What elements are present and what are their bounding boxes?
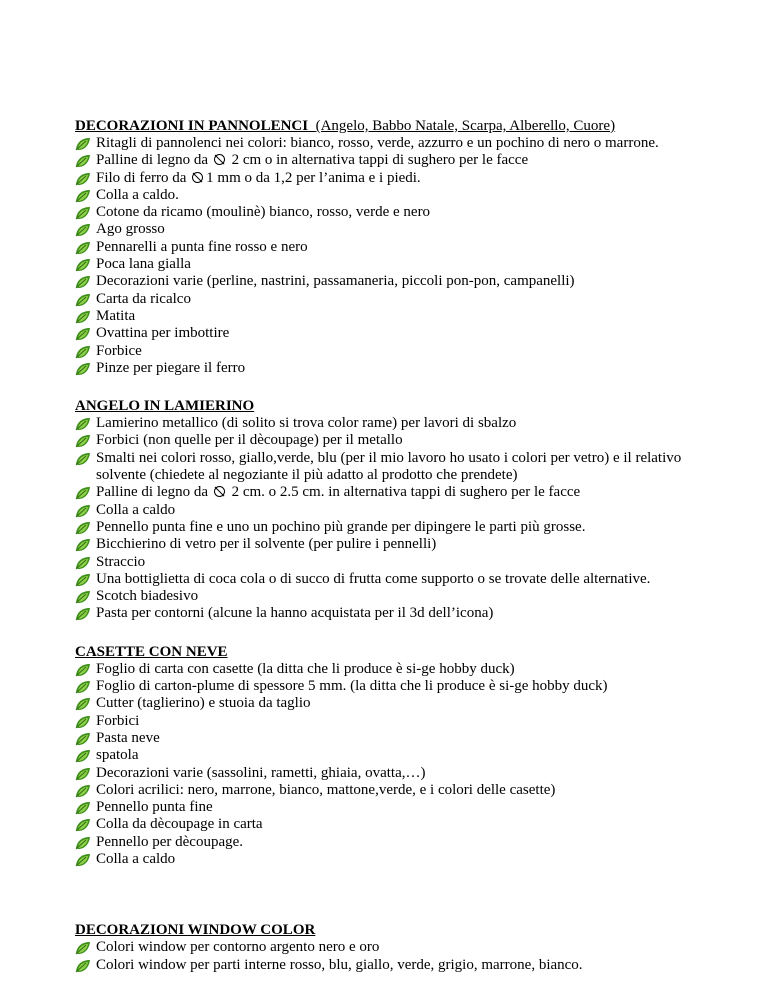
- leaf-bullet-icon: [75, 959, 91, 973]
- item-text: Lamierino metallico (di solito si trova color rame) per lavori di sbalzo: [96, 415, 517, 432]
- list-item: [75, 360, 715, 377]
- leaf-bullet-icon: [75, 749, 91, 763]
- section: [75, 117, 715, 377]
- leaf-bullet-icon: [75, 732, 91, 746]
- list-item: [75, 939, 715, 956]
- item-text: Ovattina per imbottire: [96, 325, 230, 342]
- leaf-bullet-icon: [75, 801, 91, 815]
- list-item: [75, 502, 715, 519]
- list-item: [75, 851, 715, 868]
- item-text: Colori acrilici: nero, marrone, bianco, mattone,verde, e i colori delle casette): [96, 781, 556, 798]
- section-note: (Angelo, Babbo Natale, Scarpa, Alberello, Cuore): [315, 118, 616, 134]
- list-item: [75, 291, 715, 308]
- list-item: [75, 816, 715, 833]
- item-text: 1 mm o da 1,2 per l’anima e i piedi.: [206, 169, 421, 186]
- item-text: Pinze per piegare il ferro: [96, 359, 246, 376]
- list-item: [75, 678, 715, 695]
- leaf-bullet-icon: [75, 293, 91, 307]
- item-list: [75, 661, 715, 869]
- list-item: [75, 273, 715, 290]
- leaf-bullet-icon: [75, 836, 91, 850]
- item-text: Pasta per contorni (alcune la hanno acquistata per il 3d dell’icona): [96, 605, 494, 622]
- leaf-bullet-icon: [75, 818, 91, 832]
- item-text: Colla da dècoupage in carta: [96, 816, 263, 833]
- list-item: [75, 713, 715, 730]
- list-item: [75, 661, 715, 678]
- list-item: [75, 484, 715, 501]
- section-gap: [75, 623, 715, 643]
- section-heading: [75, 921, 715, 939]
- item-text: Filo di ferro da: [96, 169, 191, 186]
- leaf-bullet-icon: [75, 137, 91, 151]
- section-heading: [75, 117, 715, 135]
- list-item: [75, 170, 715, 187]
- item-text: Pasta neve: [96, 729, 160, 746]
- leaf-bullet-icon: [75, 241, 91, 255]
- list-item: [75, 256, 715, 273]
- section-title: DECORAZIONI IN PANNOLENCI: [75, 118, 309, 134]
- item-list: [75, 415, 715, 623]
- item-text: Palline di legno da: [96, 484, 212, 501]
- diameter-icon: [192, 172, 203, 183]
- leaf-bullet-icon: [75, 941, 91, 955]
- list-item: [75, 450, 715, 485]
- item-text: Pennello per dècoupage.: [96, 833, 244, 850]
- item-text: 2 cm o in alternativa tappi di sughero per le facce: [227, 152, 529, 169]
- list-item: [75, 799, 715, 816]
- item-text: Foglio di carton-plume di spessore 5 mm. (la ditta che li produce è si-ge hobby duck): [96, 678, 608, 695]
- leaf-bullet-icon: [75, 504, 91, 518]
- list-item: [75, 135, 715, 152]
- item-text: Carta da ricalco: [96, 290, 191, 307]
- leaf-bullet-icon: [75, 417, 91, 431]
- item-text: Colla a caldo: [96, 850, 176, 867]
- list-item: [75, 695, 715, 712]
- list-item: [75, 536, 715, 553]
- list-item: [75, 588, 715, 605]
- leaf-bullet-icon: [75, 680, 91, 694]
- item-text: Pennello punta fine: [96, 799, 213, 816]
- list-item: [75, 782, 715, 799]
- list-item: [75, 747, 715, 764]
- list-item: [75, 325, 715, 342]
- item-text: Cutter (taglierino) e stuoia da taglio: [96, 695, 311, 712]
- section-heading: [75, 643, 715, 661]
- leaf-bullet-icon: [75, 784, 91, 798]
- list-item: [75, 308, 715, 325]
- list-item: [75, 554, 715, 571]
- leaf-bullet-icon: [75, 172, 91, 186]
- diameter-icon: [214, 154, 225, 165]
- leaf-bullet-icon: [75, 538, 91, 552]
- leaf-bullet-icon: [75, 767, 91, 781]
- list-item: [75, 204, 715, 221]
- item-text: spatola: [96, 747, 139, 764]
- leaf-bullet-icon: [75, 206, 91, 220]
- leaf-bullet-icon: [75, 715, 91, 729]
- item-text: Pennarelli a punta fine rosso e nero: [96, 238, 308, 255]
- leaf-bullet-icon: [75, 189, 91, 203]
- item-text: Palline di legno da: [96, 152, 212, 169]
- leaf-bullet-icon: [75, 345, 91, 359]
- item-text: Smalti nei colori rosso, giallo,verde, blu (per il mio lavoro ho usato i colori per vetro) e il relativo solvente (chiedete al negoziante il più adatto al prodotto che prendete): [96, 449, 682, 484]
- list-item: [75, 957, 715, 974]
- leaf-bullet-icon: [75, 697, 91, 711]
- leaf-bullet-icon: [75, 663, 91, 677]
- section: [75, 643, 715, 869]
- leaf-bullet-icon: [75, 573, 91, 587]
- item-text: Una bottiglietta di coca cola o di succo di frutta come supporto o se trovate delle alternative.: [96, 570, 651, 587]
- item-text: 2 cm. o 2.5 cm. in alternativa tappi di sughero per le facce: [227, 484, 581, 501]
- item-text: Forbice: [96, 342, 142, 359]
- list-item: [75, 571, 715, 588]
- item-text: Poca lana gialla: [96, 256, 191, 273]
- item-text: Pennello punta fine e uno un pochino più grande per dipingere le parti più grosse.: [96, 518, 586, 535]
- item-text: Bicchierino di vetro per il solvente (per pulire i pennelli): [96, 536, 437, 553]
- leaf-bullet-icon: [75, 223, 91, 237]
- item-list: [75, 135, 715, 377]
- list-item: [75, 239, 715, 256]
- item-text: Decorazioni varie (perline, nastrini, passamaneria, piccoli pon-pon, campanelli): [96, 273, 575, 290]
- item-text: Colla a caldo.: [96, 186, 179, 203]
- list-item: [75, 834, 715, 851]
- list-item: [75, 730, 715, 747]
- leaf-bullet-icon: [75, 362, 91, 376]
- document-page: [75, 117, 715, 974]
- item-list: [75, 939, 715, 974]
- item-text: Matita: [96, 307, 136, 324]
- item-text: Forbici: [96, 712, 140, 729]
- section: [75, 921, 715, 974]
- diameter-icon: [214, 486, 225, 497]
- item-text: Ago grosso: [96, 221, 165, 238]
- list-item: [75, 152, 715, 169]
- section: [75, 397, 715, 623]
- leaf-bullet-icon: [75, 327, 91, 341]
- item-text: Colla a caldo: [96, 501, 176, 518]
- list-item: [75, 415, 715, 432]
- leaf-bullet-icon: [75, 521, 91, 535]
- item-text: Forbici (non quelle per il dècoupage) per il metallo: [96, 432, 403, 449]
- section-gap: [75, 868, 715, 921]
- list-item: [75, 343, 715, 360]
- list-item: [75, 221, 715, 238]
- leaf-bullet-icon: [75, 486, 91, 500]
- item-text: Ritagli di pannolenci nei colori: bianco, rosso, verde, azzurro e un pochino di nero o marrone.: [96, 135, 659, 151]
- section-gap: [75, 377, 715, 397]
- section-title: CASETTE CON NEVE: [75, 643, 228, 660]
- leaf-bullet-icon: [75, 452, 91, 466]
- item-text: Cotone da ricamo (moulinè) bianco, rosso, verde e nero: [96, 204, 431, 221]
- item-text: Colori window per contorno argento nero e oro: [96, 939, 380, 956]
- leaf-bullet-icon: [75, 556, 91, 570]
- leaf-bullet-icon: [75, 607, 91, 621]
- leaf-bullet-icon: [75, 434, 91, 448]
- leaf-bullet-icon: [75, 258, 91, 272]
- leaf-bullet-icon: [75, 154, 91, 168]
- leaf-bullet-icon: [75, 853, 91, 867]
- list-item: [75, 187, 715, 204]
- leaf-bullet-icon: [75, 310, 91, 324]
- section-title: ANGELO IN LAMIERINO: [75, 398, 255, 415]
- list-item: [75, 519, 715, 536]
- item-text: Straccio: [96, 553, 146, 570]
- item-text: Foglio di carta con casette (la ditta che li produce è si-ge hobby duck): [96, 660, 515, 677]
- leaf-bullet-icon: [75, 590, 91, 604]
- item-text: Scotch biadesivo: [96, 588, 199, 605]
- leaf-bullet-icon: [75, 275, 91, 289]
- item-text: Colori window per parti interne rosso, blu, giallo, verde, grigio, marrone, bianco.: [96, 956, 583, 973]
- item-text: Decorazioni varie (sassolini, rametti, ghiaia, ovatta,…): [96, 764, 426, 781]
- section-title: DECORAZIONI WINDOW COLOR: [75, 922, 316, 939]
- section-heading: [75, 397, 715, 415]
- list-item: [75, 765, 715, 782]
- list-item: [75, 605, 715, 622]
- list-item: [75, 432, 715, 449]
